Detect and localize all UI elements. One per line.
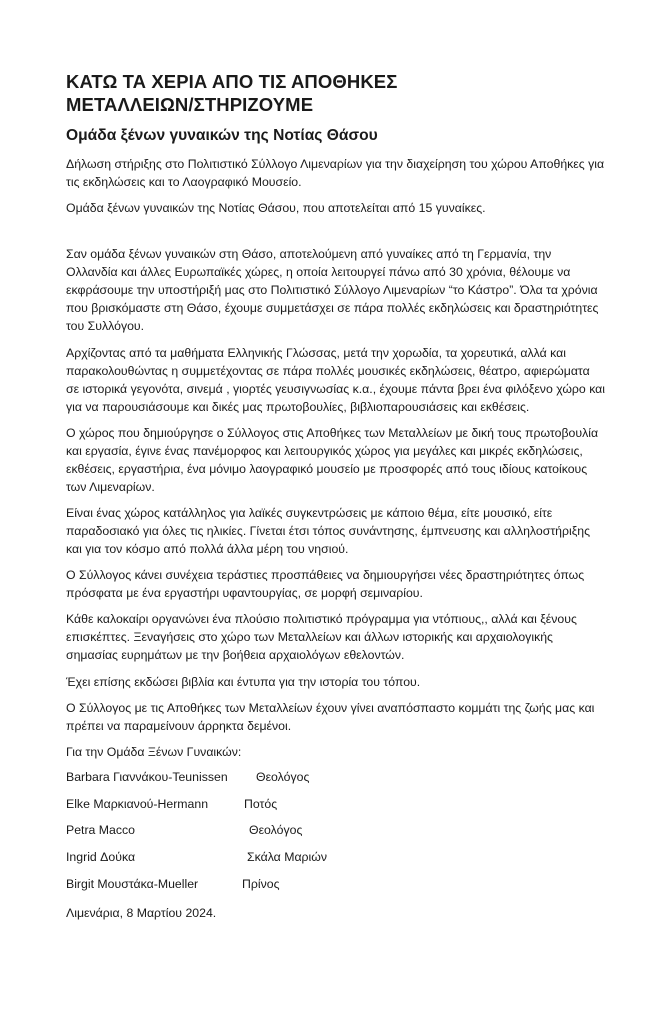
signature-row <box>66 875 606 902</box>
body-paragraph: Σαν ομάδα ξένων γυναικών στη Θάσο, αποτελούμενη από γυναίκες από τη Γερμανία, την Ολλανδία και άλλες Ευρωπαϊκές χώρες, η οποία λειτουργεί πάνω από 30 χρόνια, θέλουμε να εκφράσουμε την υποστήριξή μας στο Πολιτιστικό Σύλλογο Λιμεναρίων “το Κάστρο”. Όλα τα χρόνια που βρισκόμαστε στη Θάσο, έχουμε συμμετάσχει σε πάρα πολλές εκδηλώσεις και δραστηριότητες του Συλλόγου. <box>66 247 599 334</box>
title-line-1: ΚΑΤΩ ΤΑ ΧΕΡΙΑ ΑΠΟ ΤΙΣ ΑΠΟΘΗΚΕΣ <box>66 71 398 92</box>
closing-line: Για την Ομάδα Ξένων Γυναικών: <box>66 744 242 759</box>
signatures-block <box>66 768 606 902</box>
signatory-name: Ingrid Δούκα <box>66 850 136 865</box>
signatory-role: Θεολόγος <box>256 769 310 784</box>
signatory-role: Σκάλα Μαριών <box>247 850 328 865</box>
body-paragraph: Ο Σύλλογος με τις Αποθήκες των Μεταλλείων έχουν γίνει αναπόσπαστο κομμάτι της ζωής μας και πρέπει να παραμείνουν άρρηκτα δεμένοι. <box>66 700 595 733</box>
signatory-name: Elke Μαρκιανού-Hermann <box>66 796 209 811</box>
group-line: Ομάδα ξένων γυναικών της Νοτίας Θάσου, που αποτελείται από 15 γυναίκες. <box>66 201 486 216</box>
body-paragraph: Είναι ένας χώρος κατάλληλος για λαϊκές συγκεντρώσεις με κάποιο θέμα, είτε μουσικό, είτε παραδοσιακό για όλες τις ηλικίες. Γίνεται έτσι τόπος συνάντησης, έμπνευσης και αλληλοστήριξης και για τον κόσμο από πολλά άλλα μέρη του νησιού. <box>66 505 591 556</box>
body-paragraph: Αρχίζοντας από τα μαθήματα Ελληνικής Γλώσσας, μετά την χορωδία, τα χορευτικά, αλλά και παρακολουθώντας η συμμετέχοντας σε πάρα πολλές μουσικές εκδηλώσεις, θέατρο, αφιερώματα σε ιστορικά γεγονότα, σινεμά , γιορτές γευσιγνωσίας κ.α., έχουμε πάντα βρει ένα φιλόξενο χώρο και για να παρουσιάσουμε και δικές μας πρωτοβουλίες, βιβλιοπαρουσιάσεις και εκθέσεις. <box>66 345 606 414</box>
signatory-role: Πρίνος <box>242 877 280 892</box>
signature-row <box>66 768 606 795</box>
place-and-date: Λιμενάρια, 8 Μαρτίου 2024. <box>66 905 217 920</box>
signatory-name: Petra Macco <box>66 823 136 838</box>
signature-row <box>66 821 606 848</box>
title-line-2: ΜΕΤΑΛΛΕΙΩΝ/ΣΤΗΡΙΖΟΥΜΕ <box>66 94 314 115</box>
body-paragraph: Ο Σύλλογος κάνει συνέχεια τεράστιες προσπάθειες να δημιουργήσει νέες δραστηριότητες όπως πρόσφατα με ένα εργαστήρι υφαντουργίας, σε μορφή σεμιναρίου. <box>66 568 585 601</box>
signature-row <box>66 795 606 822</box>
intro-paragraph: Δήλωση στήριξης στο Πολιτιστικό Σύλλογο Λιμεναρίων για την διαχείρηση του χώρου Αποθήκες για τις εκδηλώσεις και το Λαογραφικό Μουσείο. <box>66 157 605 189</box>
signature-row <box>66 848 606 875</box>
signatory-name: Barbara Γιαννάκου-Teunissen <box>66 769 228 784</box>
signatory-role: Ποτός <box>244 796 278 811</box>
document-subtitle: Ομάδα ξένων γυναικών της Νοτίας Θάσου <box>66 127 378 144</box>
signatory-role: Θεολόγος <box>249 823 303 838</box>
body-paragraph: Κάθε καλοκαίρι οργανώνει ένα πλούσιο πολιτιστικό πρόγραμμα για ντόπιους,, αλλά και ξένους επισκέπτες. Ξεναγήσεις στο χώρο των Μεταλλείων και άλλων ιστορικής και αρχαιολογικής σημασίας ευρημάτων με την βοήθεια αρχαιολόγων εθελοντών. <box>66 612 577 663</box>
document-body <box>66 155 606 922</box>
document-title <box>66 70 606 116</box>
body-paragraph: Έχει επίσης εκδώσει βιβλία και έντυπα για την ιστορία του τόπου. <box>66 674 421 689</box>
blank-space <box>66 225 606 245</box>
signatory-name: Birgit Μουστάκα-Mueller <box>66 877 199 892</box>
body-paragraph: Ο χώρος που δημιούργησε ο Σύλλογος στις Αποθήκες των Μεταλλείων με δική τους πρωτοβουλία και εργασία, έγινε ένας πανέμορφος και λειτουργικός χώρος για μεγάλες και μικρές εκδηλώσεις, εκθέσεις, εργαστήρια, ένα μόνιμο λαογραφικό μουσείο με προσφορές από τους ιδίους κατοίκους των Λιμεναρίων. <box>66 425 599 494</box>
